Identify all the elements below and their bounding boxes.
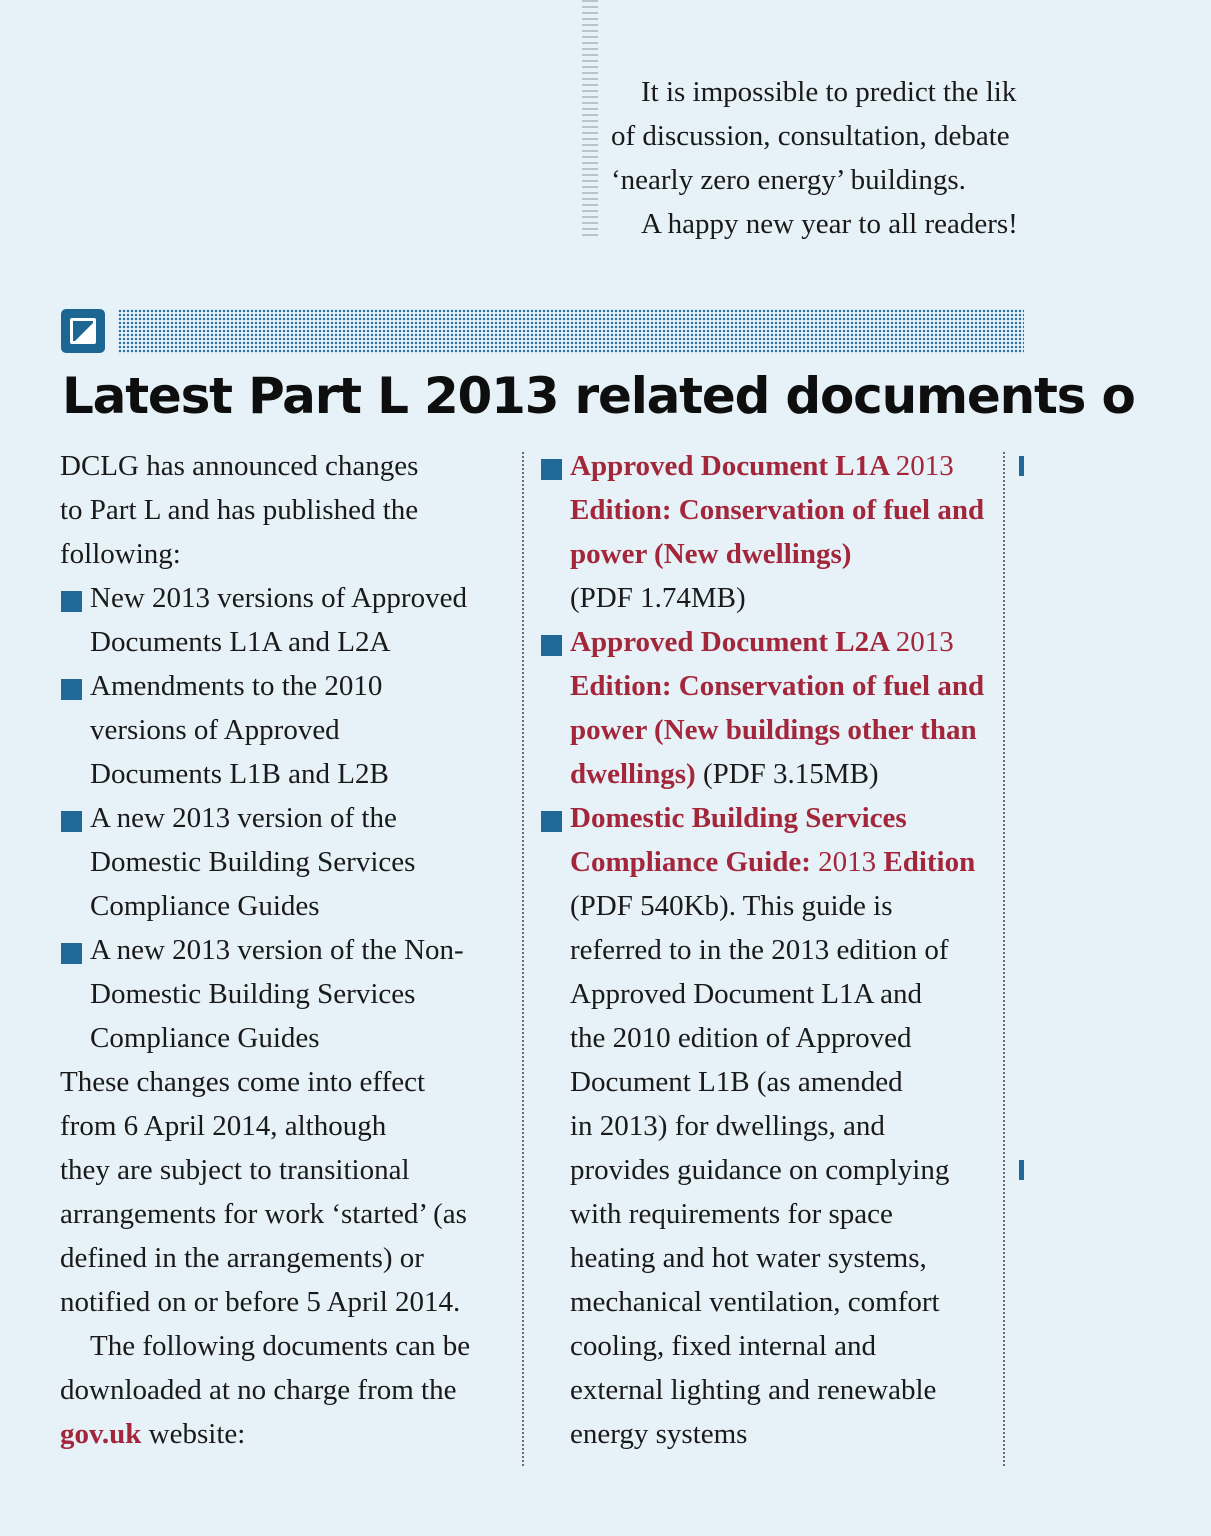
column-divider (1003, 452, 1005, 1466)
document-description-line: (PDF 540Kb). This guide is (570, 890, 893, 922)
list-item-line: Domestic Building Services (90, 978, 416, 1010)
list-item-line: Amendments to the 2010 (90, 670, 383, 702)
document-title-line[interactable]: Edition: Conservation of fuel and (570, 494, 985, 526)
paragraph-line: DCLG has announced changes (60, 450, 419, 482)
list-item-line: A new 2013 version of the Non- (90, 934, 464, 966)
paragraph-line: following: (60, 538, 181, 570)
corner-arrow-icon (61, 309, 105, 353)
document-description-line: Document L1B (as amended (570, 1066, 903, 1098)
document-size: (PDF 1.74MB) (570, 582, 746, 614)
list-item (60, 928, 510, 1060)
gov-uk-link[interactable]: gov.uk (60, 1418, 142, 1450)
document-description-line: with requirements for space (570, 1198, 893, 1230)
document-title[interactable]: Compliance Guide: (570, 846, 819, 878)
document-size: (PDF 3.15MB) (695, 758, 879, 790)
paragraph-line: from 6 April 2014, although (60, 1110, 387, 1142)
paragraph-line: defined in the arrangements) or (60, 1242, 424, 1274)
document-description-line: the 2010 edition of Approved (570, 1022, 912, 1054)
paragraph-line: downloaded at no charge from the (60, 1374, 457, 1406)
document-link-item[interactable] (540, 444, 1000, 620)
document-description-line: referred to in the 2013 edition of (570, 934, 949, 966)
document-description-line: energy systems (570, 1418, 748, 1450)
document-description-line: external lighting and renewable (570, 1374, 937, 1406)
intro-line: of discussion, consultation, debate (611, 120, 1010, 152)
paragraph-line (60, 1412, 510, 1456)
document-title-line[interactable]: power (New dwellings) (570, 538, 852, 570)
article-column-1 (60, 444, 510, 1456)
document-description-line: mechanical ventilation, comfort (570, 1286, 940, 1318)
paragraph-line: to Part L and has published the (60, 494, 419, 526)
list-item-line: Domestic Building Services (90, 846, 416, 878)
document-title-line[interactable]: power (New buildings other than (570, 714, 977, 746)
list-item-line: versions of Approved (90, 714, 340, 746)
document-title-line[interactable]: Domestic Building Services (570, 802, 907, 834)
paragraph-line: arrangements for work ‘started’ (as (60, 1198, 467, 1230)
column-divider (522, 452, 524, 1466)
column-divider-rule (582, 0, 598, 240)
document-title[interactable]: dwellings) (570, 758, 696, 790)
document-title-line[interactable] (570, 840, 1000, 884)
document-description-line: in 2013) for dwellings, and (570, 1110, 885, 1142)
document-title-line[interactable] (570, 444, 1000, 488)
intro-line: ‘nearly zero energy’ buildings. (611, 164, 966, 196)
bullet-stub (1019, 1160, 1024, 1180)
list-item (60, 576, 510, 664)
list-item (60, 664, 510, 796)
document-title-line[interactable]: Edition: Conservation of fuel and (570, 670, 985, 702)
document-year[interactable]: 2013 (895, 626, 954, 658)
section-dotted-banner (118, 309, 1024, 354)
document-title[interactable]: Approved Document L2A (570, 626, 896, 658)
paragraph-line: they are subject to transitional (60, 1154, 410, 1186)
document-year[interactable]: 2013 (895, 450, 954, 482)
intro-line: A happy new year to all readers! (641, 208, 1018, 240)
document-description-line: heating and hot water systems, (570, 1242, 927, 1274)
intro-line: It is impossible to predict the lik (641, 76, 1017, 108)
paragraph-line: The following documents can be (90, 1330, 471, 1362)
document-title-line[interactable] (570, 752, 1000, 796)
document-link-item[interactable] (540, 620, 1000, 796)
paragraph-line: These changes come into effect (60, 1066, 426, 1098)
intro-text (611, 70, 1211, 246)
document-year[interactable]: 2013 (818, 846, 877, 878)
list-item-line: Compliance Guides (90, 890, 320, 922)
list-item-line: Documents L1B and L2B (90, 758, 389, 790)
list-item-line: Documents L1A and L2A (90, 626, 391, 658)
document-title[interactable]: Edition (876, 846, 976, 878)
paragraph-line: notified on or before 5 April 2014. (60, 1286, 461, 1318)
article-column-2 (540, 444, 1000, 1456)
list-item-line: New 2013 versions of Approved (90, 582, 467, 614)
list-item-line: Compliance Guides (90, 1022, 320, 1054)
list-item (60, 796, 510, 928)
section-headline: Latest Part L 2013 related documents o (62, 367, 1135, 425)
bullet-stub (1019, 456, 1024, 476)
link-suffix: website: (141, 1418, 246, 1450)
document-link-item[interactable] (540, 796, 1000, 1456)
list-item-line: A new 2013 version of the (90, 802, 397, 834)
document-description-line: provides guidance on complying (570, 1154, 950, 1186)
document-title[interactable]: Approved Document L1A (570, 450, 896, 482)
document-description-line: Approved Document L1A and (570, 978, 922, 1010)
document-title-line[interactable] (570, 620, 1000, 664)
document-description-line: cooling, fixed internal and (570, 1330, 877, 1362)
